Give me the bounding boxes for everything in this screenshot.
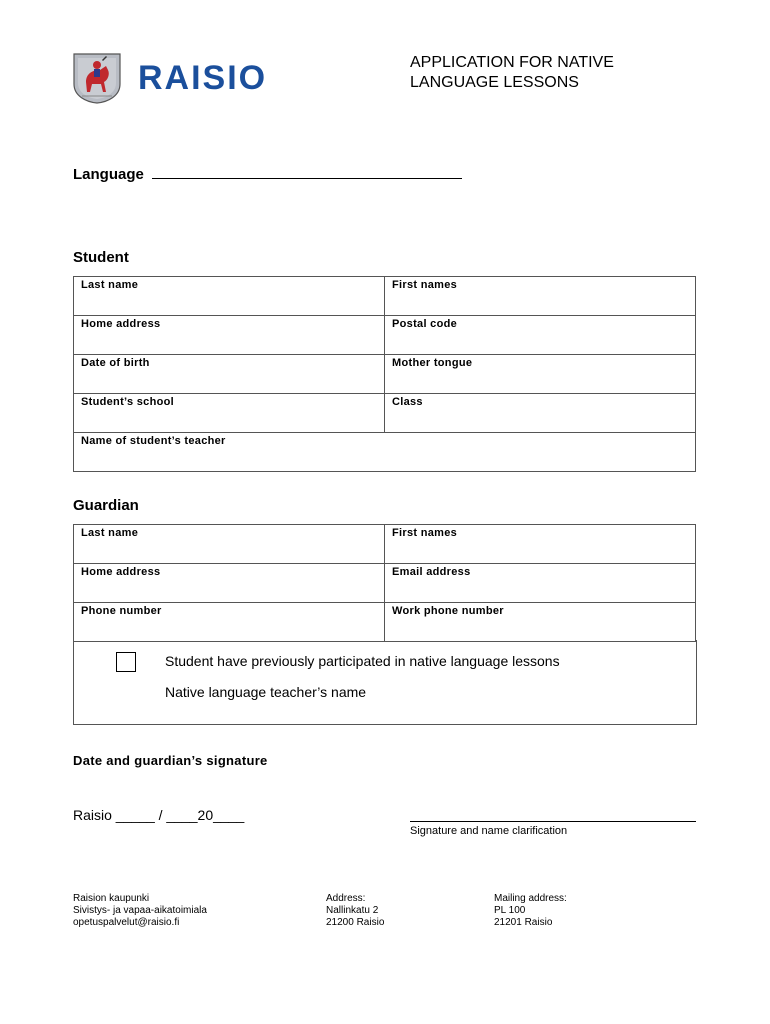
language-label: Language xyxy=(73,166,144,183)
field-label: Class xyxy=(392,396,423,408)
student-heading: Student xyxy=(73,249,129,266)
field-label: First names xyxy=(392,527,458,539)
field-label: Student’s school xyxy=(81,396,175,408)
footer-organization xyxy=(73,893,207,929)
footer-mailing-address xyxy=(494,893,567,929)
footer-line: Address: xyxy=(326,893,366,904)
table-row xyxy=(74,355,696,394)
date-field[interactable]: Raisio _____ / ____20____ xyxy=(73,807,245,823)
language-input-line[interactable] xyxy=(152,166,462,179)
field-label: Work phone number xyxy=(392,605,504,617)
guardian-table xyxy=(73,524,696,642)
table-row xyxy=(74,277,696,316)
student-school-field[interactable] xyxy=(74,394,385,433)
guardian-work-phone-field[interactable] xyxy=(385,603,696,642)
field-label: Phone number xyxy=(81,605,162,617)
native-teacher-name-label: Native language teacher’s name xyxy=(165,684,367,700)
table-row xyxy=(74,603,696,642)
guardian-first-names-field[interactable] xyxy=(385,525,696,564)
footer-line: Sivistys- ja vapaa-aikatoimiala xyxy=(73,905,207,916)
signature-line[interactable] xyxy=(410,821,696,822)
field-label: Name of student’s teacher xyxy=(81,435,226,447)
student-teacher-field[interactable] xyxy=(74,433,696,472)
student-class-field[interactable] xyxy=(385,394,696,433)
table-row xyxy=(74,433,696,472)
table-row xyxy=(74,394,696,433)
signature-caption: Signature and name clarification xyxy=(410,825,568,837)
field-label: Email address xyxy=(392,566,471,578)
guardian-heading: Guardian xyxy=(73,497,139,514)
previous-participation-checkbox[interactable] xyxy=(116,652,136,672)
guardian-home-address-field[interactable] xyxy=(74,564,385,603)
footer-line: Raision kaupunki xyxy=(73,893,150,904)
field-label: Postal code xyxy=(392,318,458,330)
guardian-last-name-field[interactable] xyxy=(74,525,385,564)
field-label: Date of birth xyxy=(81,357,150,369)
field-label: First names xyxy=(392,279,458,291)
table-row xyxy=(74,316,696,355)
student-last-name-field[interactable] xyxy=(74,277,385,316)
footer-line: 21201 Raisio xyxy=(494,917,553,928)
field-label: Home address xyxy=(81,566,161,578)
document-title xyxy=(410,53,710,93)
coat-of-arms-icon xyxy=(72,52,122,104)
footer-email: opetuspalvelut@raisio.fi xyxy=(73,917,180,928)
footer-line: Nallinkatu 2 xyxy=(326,905,379,916)
field-label: Last name xyxy=(81,279,139,291)
student-home-address-field[interactable] xyxy=(74,316,385,355)
table-row xyxy=(74,525,696,564)
previous-participation-label: Student have previously participated in native language lessons xyxy=(165,653,560,669)
logo-wordmark: RAISIO xyxy=(138,59,268,97)
footer-line: Mailing address: xyxy=(494,893,567,904)
student-mother-tongue-field[interactable] xyxy=(385,355,696,394)
table-row xyxy=(74,564,696,603)
guardian-phone-field[interactable] xyxy=(74,603,385,642)
title-line-1: APPLICATION FOR NATIVE xyxy=(410,54,614,71)
student-table xyxy=(73,276,696,472)
student-date-of-birth-field[interactable] xyxy=(74,355,385,394)
title-line-2: LANGUAGE LESSONS xyxy=(410,74,579,91)
signature-heading: Date and guardian’s signature xyxy=(73,753,268,768)
footer-address xyxy=(326,893,384,929)
guardian-email-field[interactable] xyxy=(385,564,696,603)
field-label: Mother tongue xyxy=(392,357,473,369)
student-postal-code-field[interactable] xyxy=(385,316,696,355)
field-label: Last name xyxy=(81,527,139,539)
footer-line: PL 100 xyxy=(494,905,526,916)
language-field xyxy=(73,166,462,183)
field-label: Home address xyxy=(81,318,161,330)
footer-line: 21200 Raisio xyxy=(326,917,385,928)
student-first-names-field[interactable] xyxy=(385,277,696,316)
